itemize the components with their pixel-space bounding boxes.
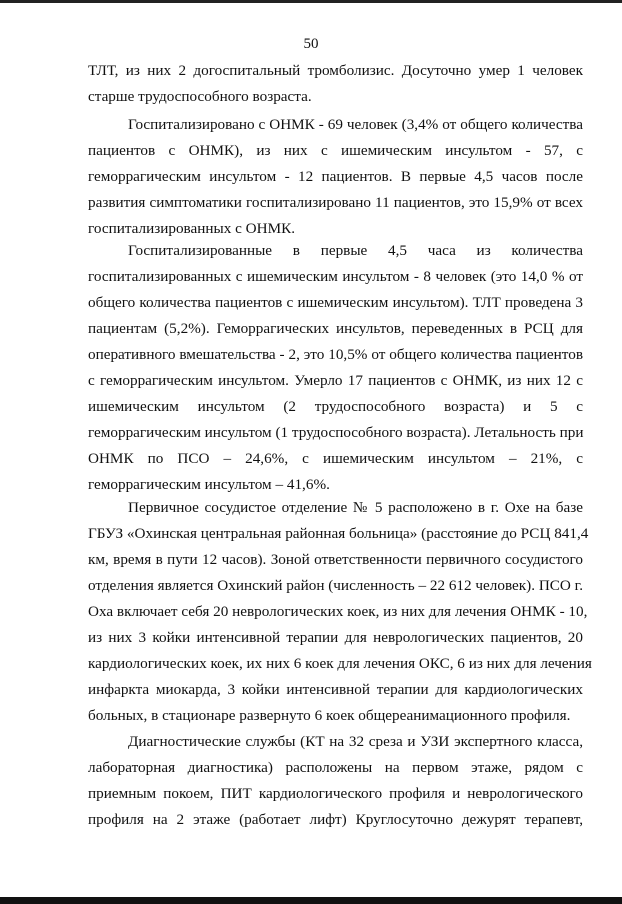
scan-top-edge (0, 0, 622, 3)
paragraph-line: госпитализированных с ОНМК. (88, 220, 296, 237)
paragraph-line: ишемическим инсультом (2 трудоспособного возраста) и 5 с (88, 398, 583, 415)
paragraph-line: старше трудоспособного возраста. (88, 88, 312, 105)
paragraph-line: Госпитализированные в первые 4,5 часа из количества (128, 242, 583, 259)
paragraph-line: с геморрагическим инсультом. Умерло 17 пациентов с ОНМК, из них 12 с (88, 372, 583, 389)
paragraph-line: общего количества пациентов с ишемическим инсультом). ТЛТ проведена 3 (88, 294, 583, 311)
paragraph-line: пациентам (5,2%). Геморрагических инсультов, переведенных в РСЦ для (88, 320, 583, 337)
paragraph-line: ОНМК по ПСО – 24,6%, с ишемическим инсультом – 21%, с (88, 450, 583, 467)
paragraph-line: геморрагическим инсультом – 41,6%. (88, 476, 330, 493)
paragraph-line: км, время в пути 12 часов). Зоной ответственности первичного сосудистого (88, 551, 583, 568)
paragraph-line: развития симптоматики госпитализировано 11 пациентов, это 15,9% от всех (88, 194, 583, 211)
paragraph-line: больных, в стационаре развернуто 6 коек общереанимационного профиля. (88, 707, 571, 724)
paragraph-line: Госпитализировано с ОНМК - 69 человек (3,4% от общего количества (128, 116, 583, 133)
paragraph-line: из них 3 койки интенсивной терапии для неврологических пациентов, 20 (88, 629, 583, 646)
paragraph-line: ГБУЗ «Охинская центральная районная больница» (расстояние до РСЦ 841,4 (88, 525, 589, 542)
paragraph-line: отделения является Охинский район (численность – 22 612 человек). ПСО г. (88, 577, 583, 594)
paragraph-line: Оха включает себя 20 неврологических коек, из них для лечения ОНМК - 10, (88, 603, 588, 620)
paragraph-line: геморрагическим инсультом - 12 пациентов. В первые 4,5 часов после (88, 168, 583, 185)
paragraph-line: Диагностические службы (КТ на 32 среза и УЗИ экспертного класса, (128, 733, 583, 750)
page-number: 50 (303, 36, 319, 52)
paragraph-line: оперативного вмешательства - 2, это 10,5% от общего количества пациентов (88, 346, 583, 363)
paragraph-line: лабораторная диагностика) расположены на первом этаже, рядом с (88, 759, 583, 776)
paragraph-line: инфаркта миокарда, 3 койки интенсивной терапии для кардиологических (88, 681, 583, 698)
scan-bottom-edge (0, 897, 622, 904)
paragraph-line: геморрагическим инсультом (1 трудоспособного возраста). Летальность при (88, 424, 584, 441)
paragraph-line: пациентов с ОНМК), из них с ишемическим инсультом - 57, с (88, 142, 583, 159)
paragraph-line: кардиологических коек, их них 6 коек для лечения ОКС, 6 из них для лечения (88, 655, 592, 672)
paragraph-line: ТЛТ, из них 2 догоспитальный тромболизис. Досуточно умер 1 человек (88, 62, 583, 79)
paragraph-line: профиля на 2 этаже (работает лифт) Круглосуточно дежурят терапевт, (88, 811, 583, 828)
paragraph-line: Первичное сосудистое отделение № 5 расположено в г. Охе на базе (128, 499, 583, 516)
paragraph-line: госпитализированных с ишемическим инсультом - 8 человек (это 14,0 % от (88, 268, 583, 285)
paragraph-line: приемным покоем, ПИТ кардиологического профиля и неврологического (88, 785, 583, 802)
